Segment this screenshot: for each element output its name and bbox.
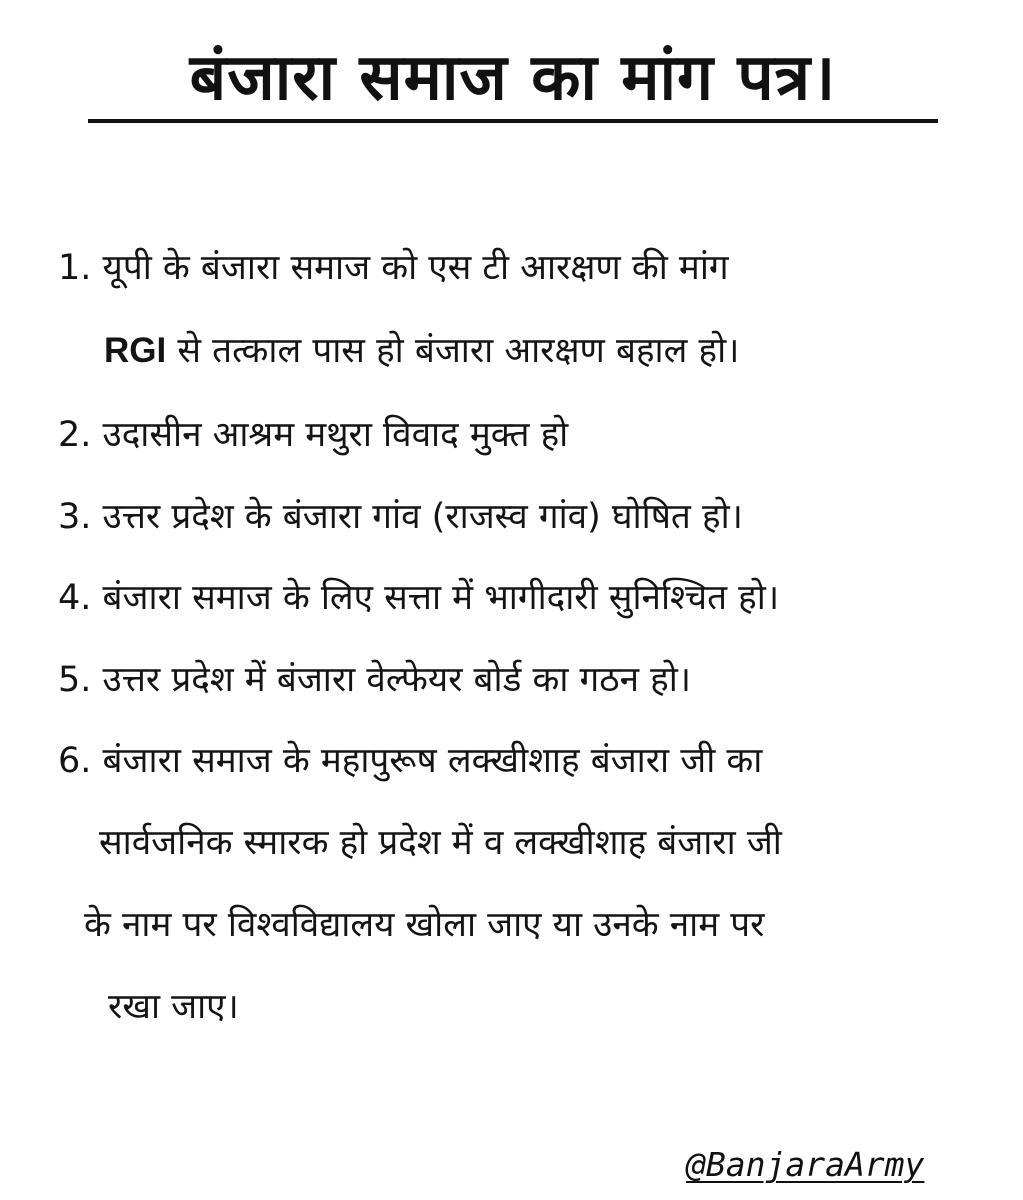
demand-6-text: बंजारा समाज के महापुरूष लक्खीशाह बंजारा जी का [102, 741, 763, 781]
demand-1-rgi: RGI [104, 331, 167, 370]
demand-1-line-1 [58, 243, 729, 293]
demand-6-line-2: सार्वजनिक स्मारक हो प्रदेश में व लक्खीशाह बंजारा जी [99, 823, 782, 863]
demand-5 [58, 655, 691, 705]
demand-1-number: 1. [58, 248, 92, 288]
demand-6-line-1 [58, 736, 762, 786]
demand-2-text: उदासीन आश्रम मथुरा विवाद मुक्त हो [102, 415, 569, 455]
demand-3 [58, 492, 743, 542]
demand-6-line-4: रखा जाए। [108, 987, 239, 1027]
demand-6-number: 6. [58, 741, 92, 781]
demand-6-line-3: के नाम पर विश्वविद्यालय खोला जाए या उनके नाम पर [84, 905, 765, 945]
demand-1-line-2 [104, 326, 739, 376]
title-underline [88, 119, 938, 123]
demand-4-text: बंजारा समाज के लिए सत्ता में भागीदारी सुनिश्चित हो। [102, 578, 780, 618]
demand-3-number: 3. [58, 497, 92, 537]
demand-3-text: उत्तर प्रदेश के बंजारा गांव (राजस्व गांव) घोषित हो। [102, 497, 743, 537]
demand-1-text: यूपी के बंजारा समाज को एस टी आरक्षण की मांग [102, 248, 729, 288]
page-title: बंजारा समाज का मांग पत्र। [189, 41, 837, 115]
demand-5-text: उत्तर प्रदेश में बंजारा वेल्फेयर बोर्ड का गठन हो। [102, 660, 692, 700]
demand-4-number: 4. [58, 578, 92, 618]
demand-5-number: 5. [58, 660, 92, 700]
demand-4 [58, 573, 779, 623]
demand-2-number: 2. [58, 415, 92, 455]
demand-2 [58, 410, 568, 460]
social-handle: @BanjaraArmy [686, 1145, 925, 1184]
demand-1-text-continued: से तत्काल पास हो बंजारा आरक्षण बहाल हो। [166, 331, 740, 371]
